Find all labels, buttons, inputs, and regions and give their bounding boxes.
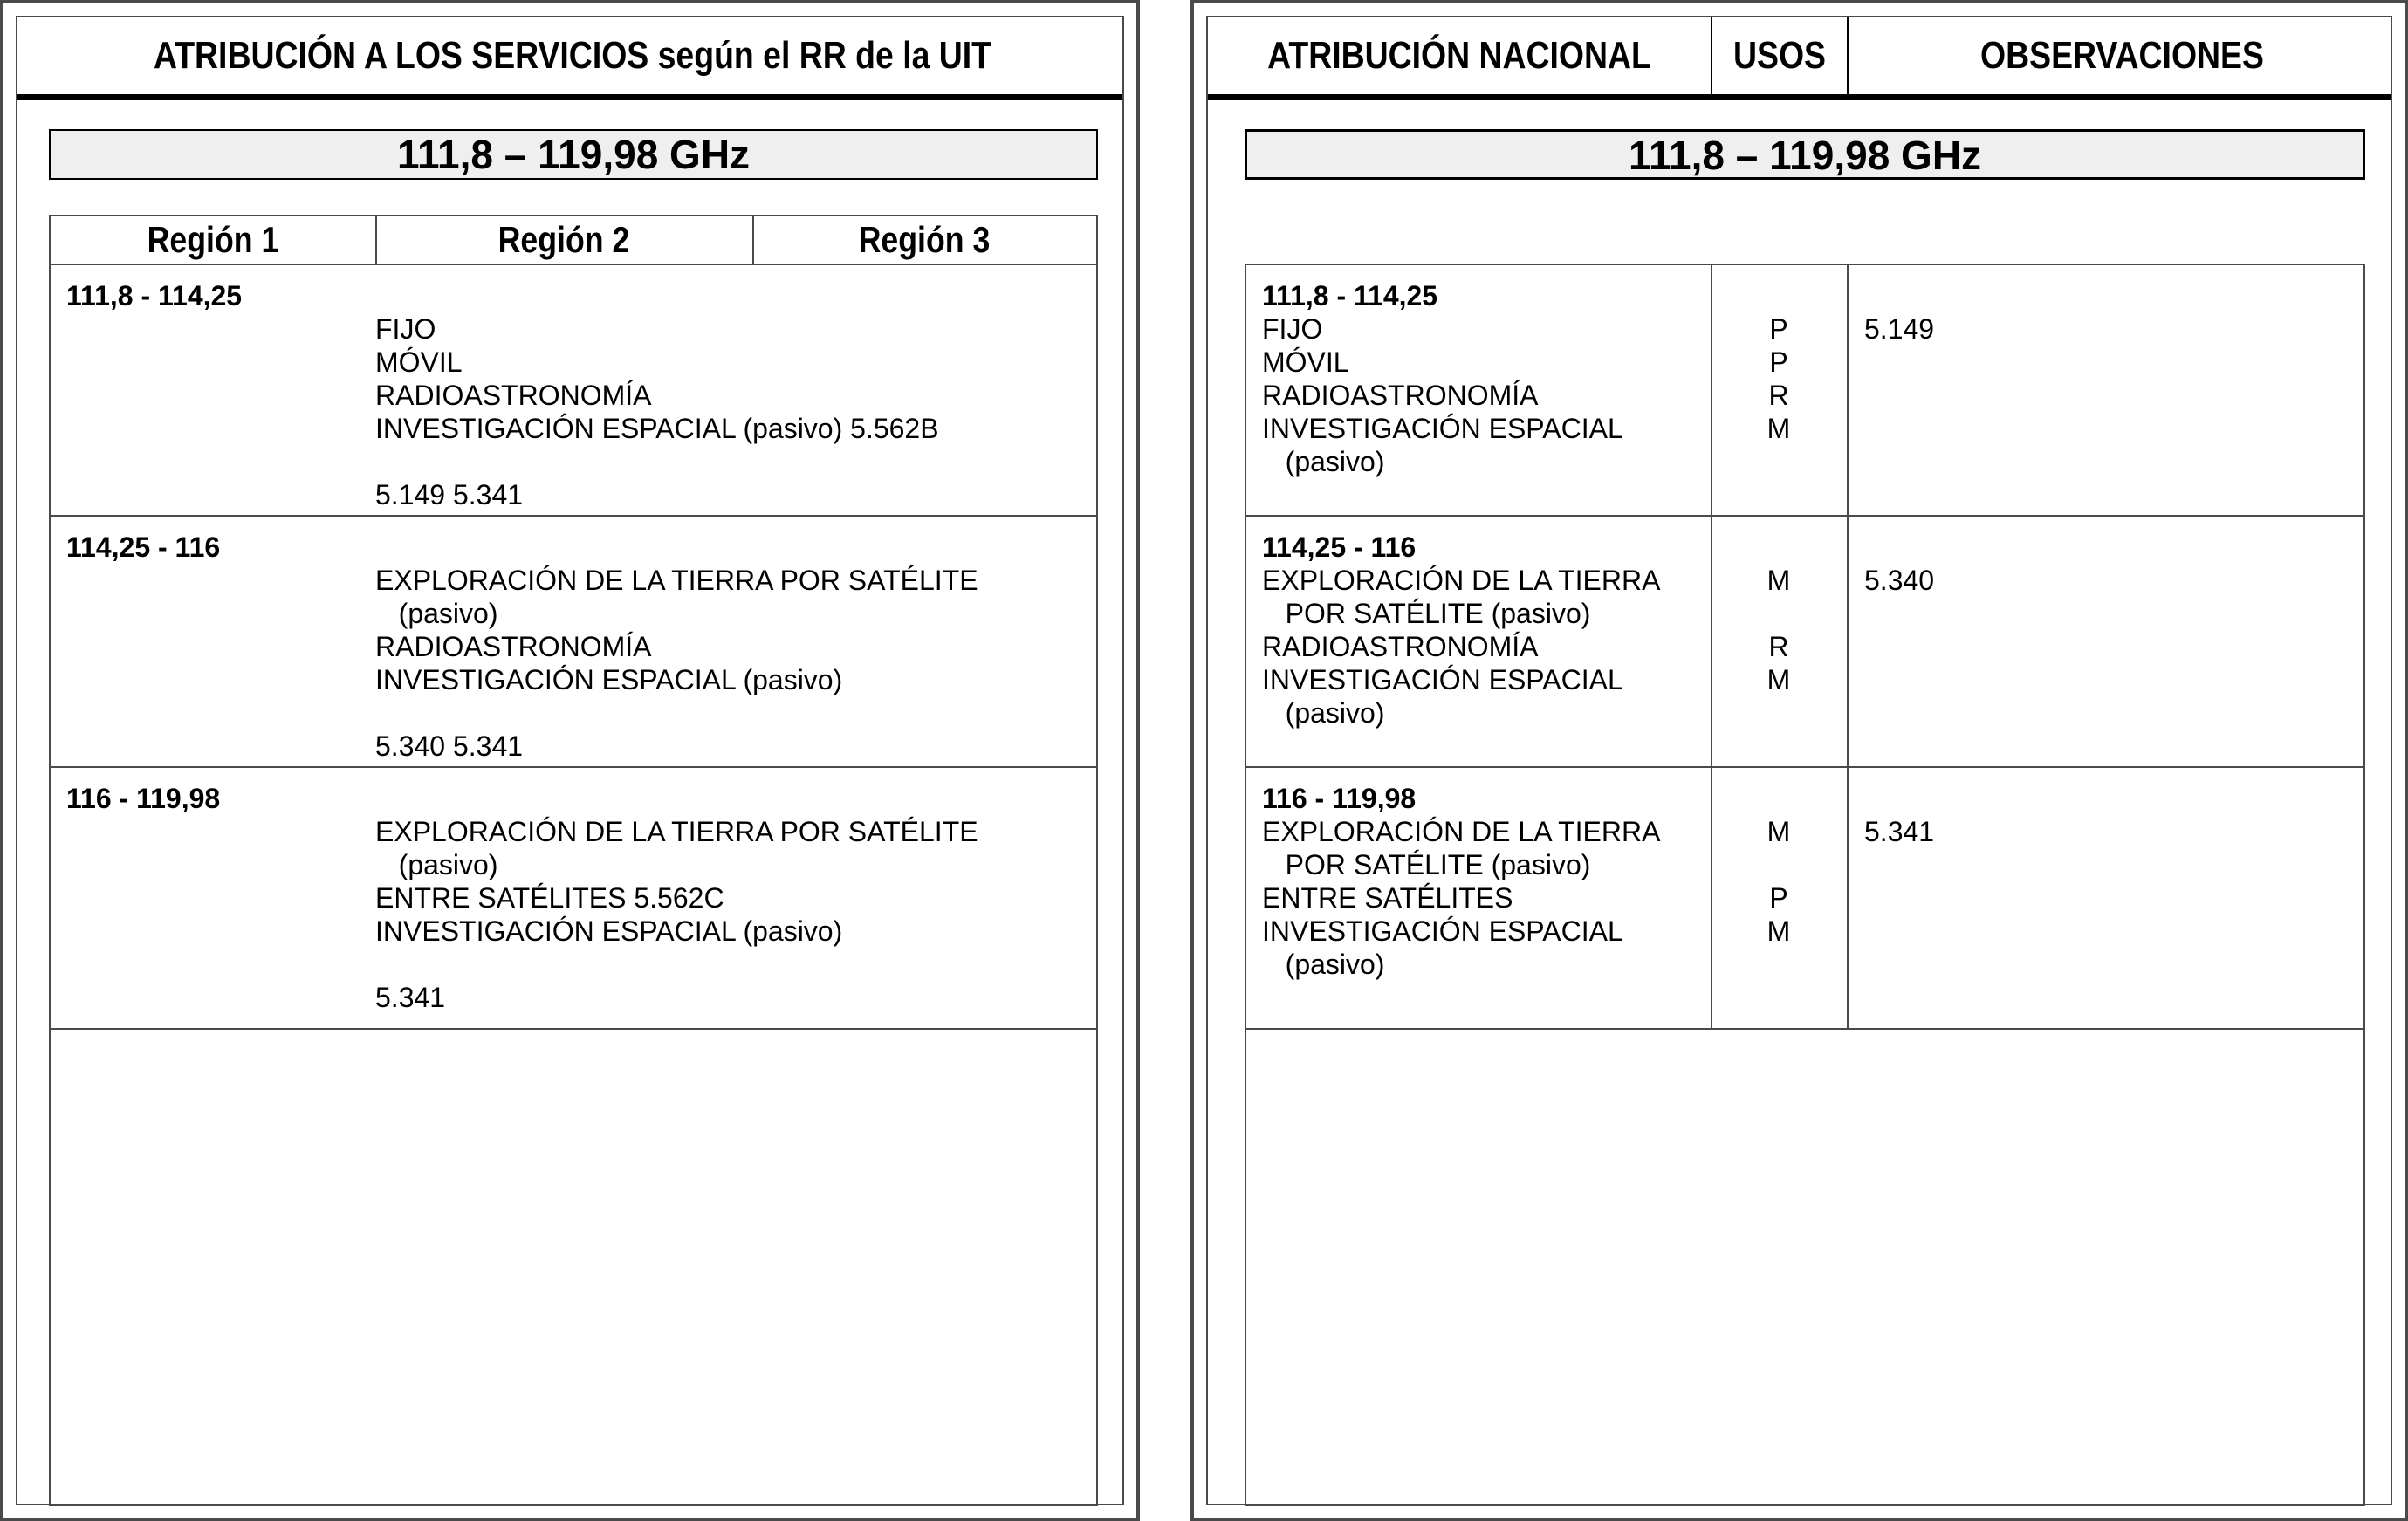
service-line: POR SATÉLITE (pasivo): [1262, 849, 1591, 880]
uso-code: M: [1767, 816, 1791, 847]
region-1-header: Región 1: [147, 219, 279, 260]
footnotes: 5.149 5.341: [375, 479, 524, 510]
uso-code: P: [1769, 882, 1788, 914]
service-line: EXPLORACIÓN DE LA TIERRA POR SATÉLITE: [375, 816, 978, 847]
service-line: (pasivo): [375, 849, 498, 880]
itu-allocation-table: [49, 215, 1098, 1506]
frequency-band-title: 111,8 – 119,98 GHz: [1245, 129, 2365, 180]
service-line: INVESTIGACIÓN ESPACIAL: [1262, 413, 1623, 444]
service-line: ENTRE SATÉLITES: [1262, 882, 1513, 914]
row-divider: [51, 515, 1096, 517]
row-divider: [51, 1028, 1096, 1030]
uso-code: M: [1767, 915, 1791, 947]
service-line: RADIOASTRONOMÍA: [375, 380, 652, 411]
band-range: 111,8 - 114,25: [1262, 280, 1438, 312]
region-3-header: Región 3: [858, 219, 991, 260]
service-line: (pasivo): [1262, 446, 1385, 477]
region-divider: [752, 216, 754, 264]
national-allocation-panel: [1190, 0, 2408, 1521]
observaciones-header-title: OBSERVACIONES: [1980, 34, 2264, 77]
uso-code: P: [1769, 346, 1788, 378]
region-divider: [375, 216, 377, 264]
itu-header-bar: [17, 17, 1122, 100]
uso-code: P: [1769, 313, 1788, 345]
observation-note: 5.340: [1864, 565, 1935, 596]
service-line: FIJO: [1262, 313, 1323, 345]
service-line: INVESTIGACIÓN ESPACIAL (pasivo): [375, 664, 843, 695]
service-line: (pasivo): [1262, 949, 1385, 980]
row-divider: [51, 766, 1096, 768]
service-line: MÓVIL: [1262, 346, 1349, 378]
national-header-bar: [1208, 17, 2391, 100]
service-line: FIJO: [375, 313, 436, 345]
band-range: 116 - 119,98: [1262, 783, 1417, 814]
service-line: ENTRE SATÉLITES 5.562C: [375, 882, 724, 914]
footnotes: 5.341: [375, 982, 446, 1013]
band-range: 114,25 - 116: [1262, 531, 1417, 563]
uso-code: R: [1768, 631, 1789, 662]
service-line: (pasivo): [1262, 697, 1385, 729]
row-divider: [1246, 515, 2363, 517]
service-line: INVESTIGACIÓN ESPACIAL: [1262, 915, 1623, 947]
national-allocation-table: [1245, 264, 2365, 1506]
service-line: (pasivo): [375, 598, 498, 629]
service-line: EXPLORACIÓN DE LA TIERRA POR SATÉLITE: [375, 565, 978, 596]
service-line: EXPLORACIÓN DE LA TIERRA: [1262, 816, 1661, 847]
region-2-header: Región 2: [497, 219, 630, 260]
service-line: MÓVIL: [375, 346, 463, 378]
usos-header-title: USOS: [1732, 34, 1826, 77]
national-header-title: ATRIBUCIÓN NACIONAL: [1267, 34, 1651, 77]
row-divider: [1246, 766, 2363, 768]
footnotes: 5.340 5.341: [375, 730, 524, 762]
service-line: INVESTIGACIÓN ESPACIAL (pasivo) 5.562B: [375, 413, 939, 444]
service-line: RADIOASTRONOMÍA: [375, 631, 652, 662]
column-divider: [1847, 265, 1849, 1028]
header-divider: [1847, 17, 1849, 94]
row-divider: [1246, 1028, 2363, 1030]
national-allocation-frame: [1206, 16, 2392, 1505]
uso-code: R: [1768, 380, 1789, 411]
observation-note: 5.341: [1864, 816, 1935, 847]
header-divider: [1711, 17, 1712, 94]
service-line: POR SATÉLITE (pasivo): [1262, 598, 1591, 629]
service-line: RADIOASTRONOMÍA: [1262, 380, 1539, 411]
itu-header-title: ATRIBUCIÓN A LOS SERVICIOS según el RR de la UIT: [153, 34, 992, 77]
uso-code: M: [1767, 565, 1791, 596]
band-range: 111,8 - 114,25: [66, 280, 243, 312]
itu-allocation-panel: [0, 0, 1140, 1521]
band-range: 114,25 - 116: [66, 531, 221, 563]
uso-code: M: [1767, 413, 1791, 444]
service-line: INVESTIGACIÓN ESPACIAL (pasivo): [375, 915, 843, 947]
frequency-band-title: 111,8 – 119,98 GHz: [49, 129, 1098, 180]
observation-note: 5.149: [1864, 313, 1935, 345]
band-range: 116 - 119,98: [66, 783, 221, 814]
service-line: INVESTIGACIÓN ESPACIAL: [1262, 664, 1623, 695]
uso-code: M: [1767, 664, 1791, 695]
service-line: RADIOASTRONOMÍA: [1262, 631, 1539, 662]
service-line: EXPLORACIÓN DE LA TIERRA: [1262, 565, 1661, 596]
row-divider: [51, 264, 1096, 265]
itu-allocation-frame: [16, 16, 1124, 1505]
